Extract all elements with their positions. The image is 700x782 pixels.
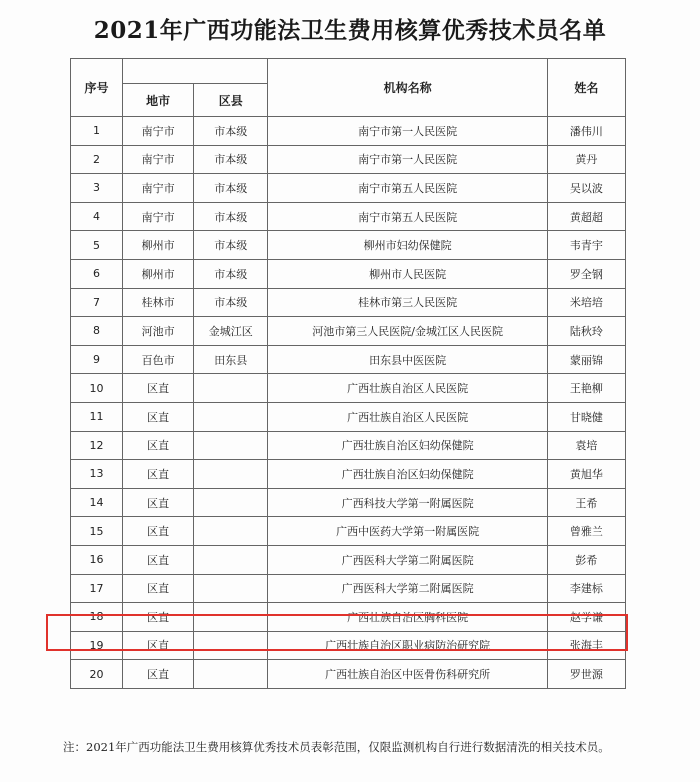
cell-district bbox=[194, 574, 268, 603]
cell-org: 田东县中医医院 bbox=[268, 345, 548, 374]
cell-seq: 7 bbox=[71, 288, 123, 317]
cell-district bbox=[194, 460, 268, 489]
cell-name: 袁培 bbox=[547, 431, 625, 460]
cell-seq: 19 bbox=[71, 631, 123, 660]
table-row bbox=[71, 431, 626, 460]
cell-seq: 10 bbox=[71, 374, 123, 403]
table-row bbox=[71, 517, 626, 546]
cell-city: 区直 bbox=[123, 460, 194, 489]
table-row bbox=[71, 402, 626, 431]
cell-city: 区直 bbox=[123, 660, 194, 689]
header-seq: 序号 bbox=[71, 59, 123, 117]
page-title: 2021年广西功能法卫生费用核算优秀技术员名单 bbox=[93, 17, 607, 44]
cell-seq: 3 bbox=[71, 174, 123, 203]
cell-seq: 4 bbox=[71, 202, 123, 231]
cell-district: 市本级 bbox=[194, 117, 268, 146]
cell-name: 潘伟川 bbox=[547, 117, 625, 146]
cell-seq: 17 bbox=[71, 574, 123, 603]
cell-org: 河池市第三人民医院/金城江区人民医院 bbox=[268, 317, 548, 346]
cell-seq: 15 bbox=[71, 517, 123, 546]
cell-name: 赵学谦 bbox=[547, 603, 625, 632]
table-row bbox=[71, 374, 626, 403]
awardee-table bbox=[70, 58, 626, 689]
cell-city: 区直 bbox=[123, 631, 194, 660]
cell-district bbox=[194, 402, 268, 431]
table-row bbox=[71, 288, 626, 317]
cell-seq: 16 bbox=[71, 545, 123, 574]
table-row bbox=[71, 231, 626, 260]
cell-org: 广西壮族自治区妇幼保健院 bbox=[268, 460, 548, 489]
cell-name: 李建标 bbox=[547, 574, 625, 603]
table-row bbox=[71, 202, 626, 231]
cell-name: 黄丹 bbox=[547, 145, 625, 174]
cell-seq: 6 bbox=[71, 259, 123, 288]
cell-city: 区直 bbox=[123, 374, 194, 403]
cell-seq: 14 bbox=[71, 488, 123, 517]
table-row bbox=[71, 174, 626, 203]
cell-seq: 1 bbox=[71, 117, 123, 146]
cell-seq: 9 bbox=[71, 345, 123, 374]
cell-district bbox=[194, 545, 268, 574]
table-row bbox=[71, 460, 626, 489]
cell-district: 市本级 bbox=[194, 145, 268, 174]
cell-name: 张海丰 bbox=[547, 631, 625, 660]
cell-district bbox=[194, 660, 268, 689]
cell-org: 广西科技大学第一附属医院 bbox=[268, 488, 548, 517]
cell-name: 罗全钢 bbox=[547, 259, 625, 288]
cell-seq: 5 bbox=[71, 231, 123, 260]
table-row bbox=[71, 345, 626, 374]
cell-district: 市本级 bbox=[194, 288, 268, 317]
cell-district bbox=[194, 374, 268, 403]
cell-city: 区直 bbox=[123, 402, 194, 431]
table-row bbox=[71, 259, 626, 288]
header-city: 地市 bbox=[123, 84, 194, 117]
table-body bbox=[71, 117, 626, 689]
cell-org: 广西壮族自治区中医骨伤科研究所 bbox=[268, 660, 548, 689]
cell-district: 市本级 bbox=[194, 231, 268, 260]
cell-org: 广西壮族自治区人民医院 bbox=[268, 402, 548, 431]
cell-city: 区直 bbox=[123, 603, 194, 632]
cell-district: 市本级 bbox=[194, 174, 268, 203]
cell-city: 柳州市 bbox=[123, 231, 194, 260]
cell-seq: 20 bbox=[71, 660, 123, 689]
cell-seq: 8 bbox=[71, 317, 123, 346]
cell-city: 南宁市 bbox=[123, 174, 194, 203]
cell-name: 王艳柳 bbox=[547, 374, 625, 403]
cell-city: 南宁市 bbox=[123, 117, 194, 146]
footnote: 注：2021年广西功能法卫生费用核算优秀技术员表彰范围，仅限监测机构自行进行数据清洗的相关技术员。 bbox=[63, 740, 610, 754]
cell-city: 柳州市 bbox=[123, 259, 194, 288]
cell-org: 广西医科大学第二附属医院 bbox=[268, 545, 548, 574]
cell-district: 田东县 bbox=[194, 345, 268, 374]
table-row bbox=[71, 317, 626, 346]
cell-district: 市本级 bbox=[194, 259, 268, 288]
cell-city: 区直 bbox=[123, 431, 194, 460]
cell-org: 南宁市第五人民医院 bbox=[268, 174, 548, 203]
header-region-group bbox=[123, 59, 268, 84]
cell-seq: 11 bbox=[71, 402, 123, 431]
cell-org: 广西壮族自治区职业病防治研究院 bbox=[268, 631, 548, 660]
cell-org: 广西壮族自治区人民医院 bbox=[268, 374, 548, 403]
cell-org: 南宁市第五人民医院 bbox=[268, 202, 548, 231]
table-row bbox=[71, 660, 626, 689]
table-row bbox=[71, 574, 626, 603]
table-row bbox=[71, 145, 626, 174]
table-row bbox=[71, 117, 626, 146]
cell-seq: 18 bbox=[71, 603, 123, 632]
cell-org: 广西医科大学第二附属医院 bbox=[268, 574, 548, 603]
cell-district: 市本级 bbox=[194, 202, 268, 231]
highlight-box bbox=[46, 614, 628, 651]
cell-name: 黄超超 bbox=[547, 202, 625, 231]
cell-district: 金城江区 bbox=[194, 317, 268, 346]
cell-city: 区直 bbox=[123, 517, 194, 546]
cell-district bbox=[194, 431, 268, 460]
cell-seq: 13 bbox=[71, 460, 123, 489]
table-row bbox=[71, 545, 626, 574]
cell-org: 柳州市妇幼保健院 bbox=[268, 231, 548, 260]
cell-name: 王希 bbox=[547, 488, 625, 517]
cell-name: 彭希 bbox=[547, 545, 625, 574]
cell-org: 广西中医药大学第一附属医院 bbox=[268, 517, 548, 546]
cell-org: 广西壮族自治区胸科医院 bbox=[268, 603, 548, 632]
cell-org: 南宁市第一人民医院 bbox=[268, 117, 548, 146]
cell-name: 米培培 bbox=[547, 288, 625, 317]
cell-name: 曾雅兰 bbox=[547, 517, 625, 546]
cell-city: 区直 bbox=[123, 574, 194, 603]
cell-name: 吴以波 bbox=[547, 174, 625, 203]
cell-city: 区直 bbox=[123, 488, 194, 517]
cell-name: 韦青宇 bbox=[547, 231, 625, 260]
cell-org: 柳州市人民医院 bbox=[268, 259, 548, 288]
cell-city: 桂林市 bbox=[123, 288, 194, 317]
cell-name: 甘晓健 bbox=[547, 402, 625, 431]
header-org: 机构名称 bbox=[268, 59, 548, 117]
cell-name: 陆秋玲 bbox=[547, 317, 625, 346]
cell-city: 南宁市 bbox=[123, 145, 194, 174]
cell-org: 桂林市第三人民医院 bbox=[268, 288, 548, 317]
header-name: 姓名 bbox=[547, 59, 625, 117]
cell-district bbox=[194, 517, 268, 546]
header-district: 区县 bbox=[194, 84, 268, 117]
cell-city: 百色市 bbox=[123, 345, 194, 374]
cell-name: 黄旭华 bbox=[547, 460, 625, 489]
cell-city: 区直 bbox=[123, 545, 194, 574]
cell-district bbox=[194, 488, 268, 517]
cell-name: 蒙丽锦 bbox=[547, 345, 625, 374]
cell-city: 河池市 bbox=[123, 317, 194, 346]
cell-name: 罗世源 bbox=[547, 660, 625, 689]
cell-seq: 12 bbox=[71, 431, 123, 460]
cell-city: 南宁市 bbox=[123, 202, 194, 231]
cell-org: 广西壮族自治区妇幼保健院 bbox=[268, 431, 548, 460]
table-row bbox=[71, 488, 626, 517]
cell-org: 南宁市第一人民医院 bbox=[268, 145, 548, 174]
cell-seq: 2 bbox=[71, 145, 123, 174]
